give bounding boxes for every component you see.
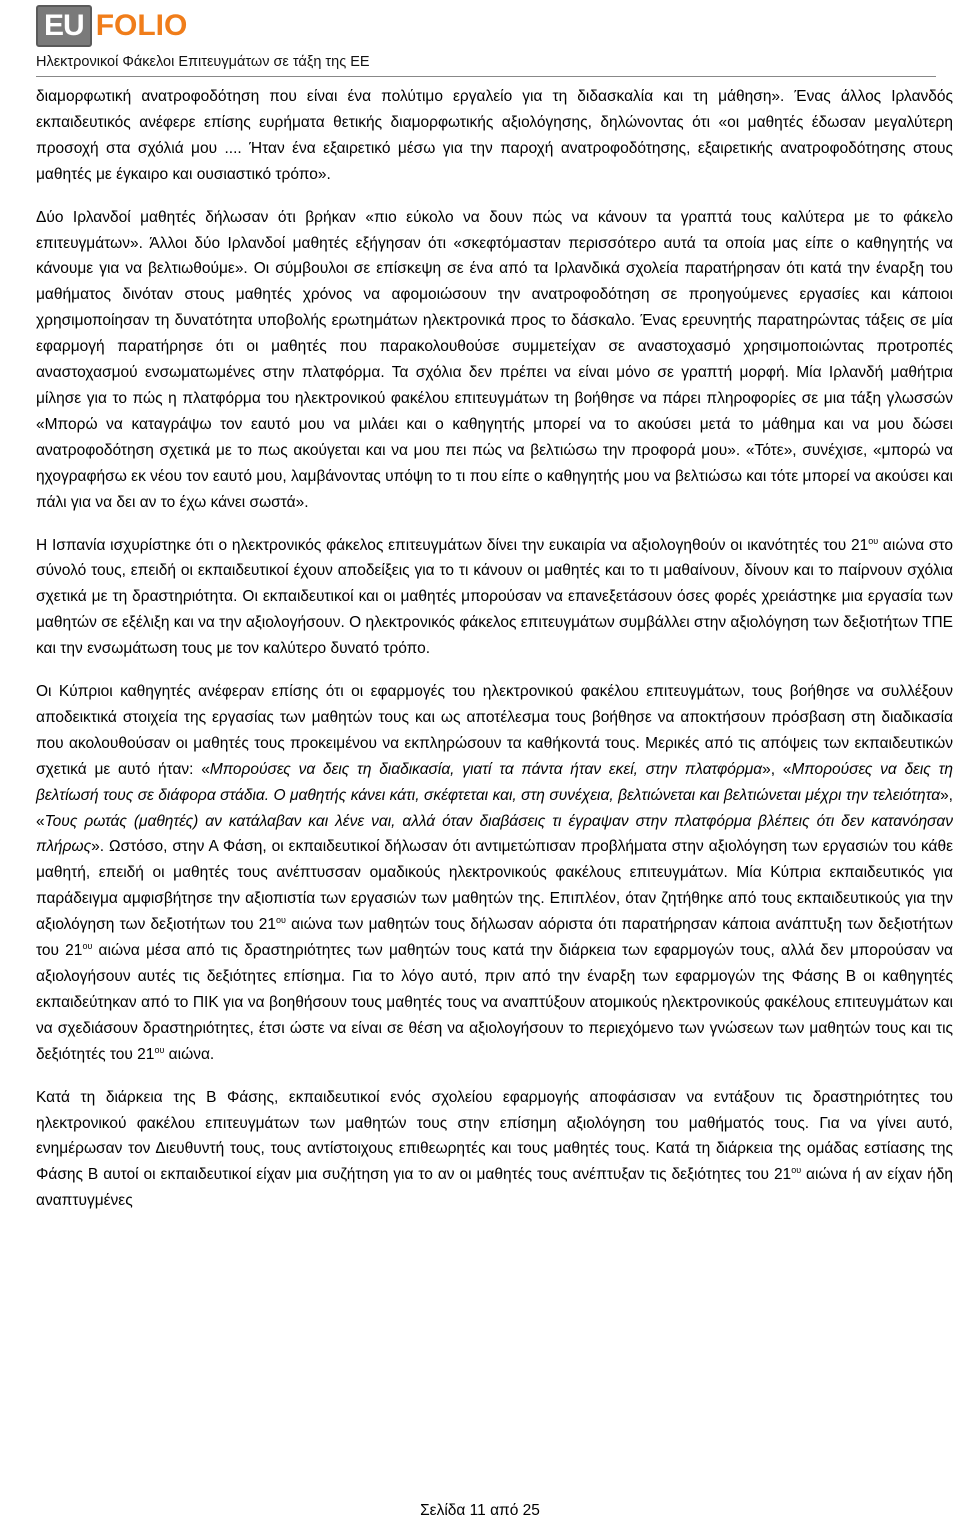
paragraph-3-part-a: Η Ισπανία ισχυρίστηκε ότι ο ηλεκτρονικός φάκελος επιτευγμάτων δίνει την ευκαιρία να αξιολογηθούν οι ικανότητές του 21: [36, 536, 869, 554]
ordinal-superscript: ου: [276, 915, 286, 926]
page-number: Σελίδα 11 από 25: [420, 1502, 540, 1519]
page-header: [36, 4, 936, 72]
logo-eu-mark: EU: [36, 5, 92, 47]
paragraph-4-s4: ». Ωστόσο, στην Α Φάση, οι εκπαιδευτικοί δήλωσαν ότι αντιμετώπισαν προβλήματα στην αξιολόγηση των εργασιών του κάθε μαθητή, επειδή οι μαθητές τους ανέπτυσσαν ομαδικούς ηλεκτρονικούς φακέλους επιτευγμάτων. Μία Κύπρια εκπαιδευτικός για παράδειγμα αμφισβήτησε την αξιοπιστία των εργασιών των μαθητών της. Επιπλέον, όταν ζητήθηκε από τους εκπαιδευτικούς για την αξιολόγηση των δεξιοτήτων του 21: [36, 838, 953, 934]
ordinal-superscript: ου: [154, 1044, 165, 1055]
paragraph-4: [36, 679, 953, 1068]
header-subtitle: Ηλεκτρονικοί Φάκελοι Επιτευγμάτων σε τάξη της ΕΕ: [36, 54, 370, 70]
quote-italic-1: Μπορούσες να δεις τη διαδικασία, γιατί τα πάντα ήταν εκεί, στην πλατφόρμα: [209, 760, 763, 778]
paragraph-4-s2: », «: [762, 760, 792, 778]
paragraph-4-s6: αιώνα μέσα από τις δραστηριότητες των μαθητών τους κατά την διάρκεια των εφαρμογών τους, αλλά δεν μπορούσαν να αξιολογήσουν αυτές τις δεξιότητες επίσημα. Για το λόγο αυτό, πριν από την έναρξη των εφαρμογών της Φάσης Β οι καθηγητές εκπαιδεύτηκαν από το ΠΙΚ για να βοηθήσουν τους μαθητές τους να αναπτύξουν ατομικούς ηλεκτρονικούς φακέλους επιτευγμάτων και να σχεδιάσουν δραστηριότητες, έτσι ώστε να είναι σε θέση να αξιολογήσουν το περιεχόμενο των γνώσεων των μαθητών τους και τις δεξιότητές του 21: [36, 942, 953, 1063]
paragraph-3-part-b: αιώνα στο σύνολό τους, επειδή οι εκπαιδευτικοί έχουν αποδείξεις για το τι κάνουν οι μαθητές και το τι μαθαίνουν, δίνουν και το παίρνουν σχόλια σχετικά με τη δραστηριότητα. Οι εκπαιδευτικοί και οι μαθητές μπορούσαν να επανεξετάσουν όσες φορές χρειάστηκε μια εργασία των μαθητών σε εξέλιξη και να την αξιολογήσουν. Ο ηλεκτρονικός φάκελος επιτευγμάτων συμβάλλει στην αξιολόγηση των δεξιοτήτων ΤΠΕ και την ενσωμάτωση τους με τον καλύτερο δυνατό τρόπο.: [36, 536, 954, 658]
paragraph-5-part-b: αιώνα ή αν είχαν ήδη αναπτυγμένες: [36, 1166, 954, 1210]
logo-folio-text: FOLIO: [95, 9, 188, 42]
paragraph-4-s5: αιώνα των μαθητών τους δήλωσαν αόριστα ότι παρατήρησαν κάποια ανάπτυξη των δεξιοτήτων του 21: [36, 916, 954, 960]
paragraph-2: Δύο Ιρλανδοί μαθητές δήλωσαν ότι βρήκαν «πιο εύκολο να δουν πώς να κάνουν τα γραπτά τους καλύτερα με το φάκελο επιτευγμάτων». Άλλοι δύο Ιρλανδοί μαθητές εξήγησαν ότι «σκεφτόμασταν περισσότερο αυτά τα οποία μας είπε ο καθηγητής να κάνουμε για να βελτιωθούμε». Οι σύμβουλοι σε επίσκεψη σε ένα από τα Ιρλανδικά σχολεία παρατήρησαν ότι κατά την έναρξη του μαθήματος δινόταν στους μαθητές χρόνος να αφομοιώσουν την ανατροφοδότηση σε προηγούμενες εργασίες και κάποιοι χρησιμοποίησαν τη δυνατότητα υποβολής ερωτημάτων ηλεκτρονικά προς το δάσκαλο. Ένας ερευνητής παρατηρώντας τάξεις σε μία εφαρμογή παρατήρησε ότι οι μαθητές που παρακολουθούσε συμμετείχαν σε αναστοχασμό χρησιμοποιώντας προτροπές αναστοχασμού ενσωματωμένες στην πλατφόρμα. Τα σχόλια δεν πρέπει να είναι μόνο σε γραπτή μορφή. Μία Ιρλανδή μαθήτρια μίλησε για το πώς η πλατφόρμα του ηλεκτρονικού φακέλου επιτευγμάτων τη βοήθησε να πάρει πληροφορίες σε μια τάξη γλωσσών «Μπορώ να καταγράψω τον εαυτό μου να μιλάει και ο καθηγητής μπορεί να το ακούσει μετά το μάθημα και να μου δώσει ανατροφοδότηση σχετικά με το πως ακούγεται και να μου πει πώς να βελτιώσω την προφορά μου». «Τότε», συνέχισε, «μπορώ να ηχογραφήσω εκ νέου τον εαυτό μου, λαμβάνοντας υπόψη το τι που είπε ο καθηγητής μου να βελτιώσω και τότε μπορεί να ακούσει και πάλι για να δει αν το έχω κάνει σωστά».: [36, 208, 953, 511]
paragraph-4-s3: », «: [36, 786, 953, 830]
paragraph-5-part-a: Κατά τη διάρκεια της Β Φάσης, εκπαιδευτικοί ενός σχολείου εφαρμογής αποφάσισαν να εντάξουν τις δραστηριότητες του ηλεκτρονικού φακέλου επιτευγμάτων των μαθητών τους στην επίσημη αξιολόγηση του μαθήματός τους. Για να γίνει αυτό, ενημέρωσαν τον Διευθυντή τους, τους αντίστοιχους επιθεωρητές και τους μαθητές τους. Κατά τη διάρκεια της ομάδας εστίασης της Φάσης Β αυτοί οι εκπαιδευτικοί είχαν μια συζήτηση για το αν οι μαθητές τους ανέπτυξαν τις δεξιότητες του 21: [36, 1088, 953, 1184]
eufolio-logo: [36, 4, 936, 48]
ordinal-superscript: ου: [82, 940, 93, 951]
paragraph-4-s7: αιώνα.: [164, 1045, 215, 1063]
paragraph-1: διαμορφωτική ανατροφοδότηση που είναι ένα πολύτιμο εργαλείο για τη διδασκαλία και τη μάθηση». Ένας άλλος Ιρλανδός εκπαιδευτικός ανέφερε επίσης ευρήματα θετικής διαμορφωτικής αξιολόγησης, δηλώνοντας ότι «οι μαθητές έδωσαν μεγαλύτερη προσοχή στα σχόλιά μου .... Ήταν ένα εξαιρετικό μέσω για την παροχή ανατροφοδότησης, εξαιρετικής ανατροφοδότησης στους μαθητές με έγκαιρο και ουσιαστικό τρόπο».: [36, 88, 953, 183]
quote-italic-3: Τους ρωτάς (μαθητές) αν κατάλαβαν και λένε ναι, αλλά όταν διαβάσεις τι έγραψαν στην πλατφόρμα βλέπεις ότι δεν κατανόησαν πλήρως: [36, 812, 953, 856]
header-divider: [36, 76, 936, 77]
ordinal-superscript: ου: [791, 1165, 802, 1176]
document-body: [36, 84, 953, 1231]
ordinal-superscript: ου: [868, 535, 879, 546]
paragraph-5: [36, 1085, 953, 1215]
paragraph-4-s1: Οι Κύπριοι καθηγητές ανέφεραν επίσης ότι οι εφαρμογές του ηλεκτρονικού φακέλου επιτευγμάτων, τους βοήθησε να συλλέξουν αποδεικτικά στοιχεία της εργασίας των μαθητών τους και ως αποτέλεσμα τους βοήθησε να αποκτήσουν πρόσβαση στη διαδικασία που ακολουθούσαν οι μαθητές τους προκειμένου να εκπληρώσουν τα καθήκοντά τους. Μερικές από τις απόψεις των εκπαιδευτικών σχετικά με αυτό ήταν: «: [36, 683, 953, 778]
paragraph-3: [36, 533, 953, 663]
quote-italic-2: Μπορούσες να δεις τη βελτίωσή τους σε διάφορα στάδια. Ο μαθητής κάνει κάτι, σκέφτεται και, στη συνέχεια, βελτιώνεται και βελτιώνεται μέχρι την τελειότητα: [36, 760, 953, 804]
